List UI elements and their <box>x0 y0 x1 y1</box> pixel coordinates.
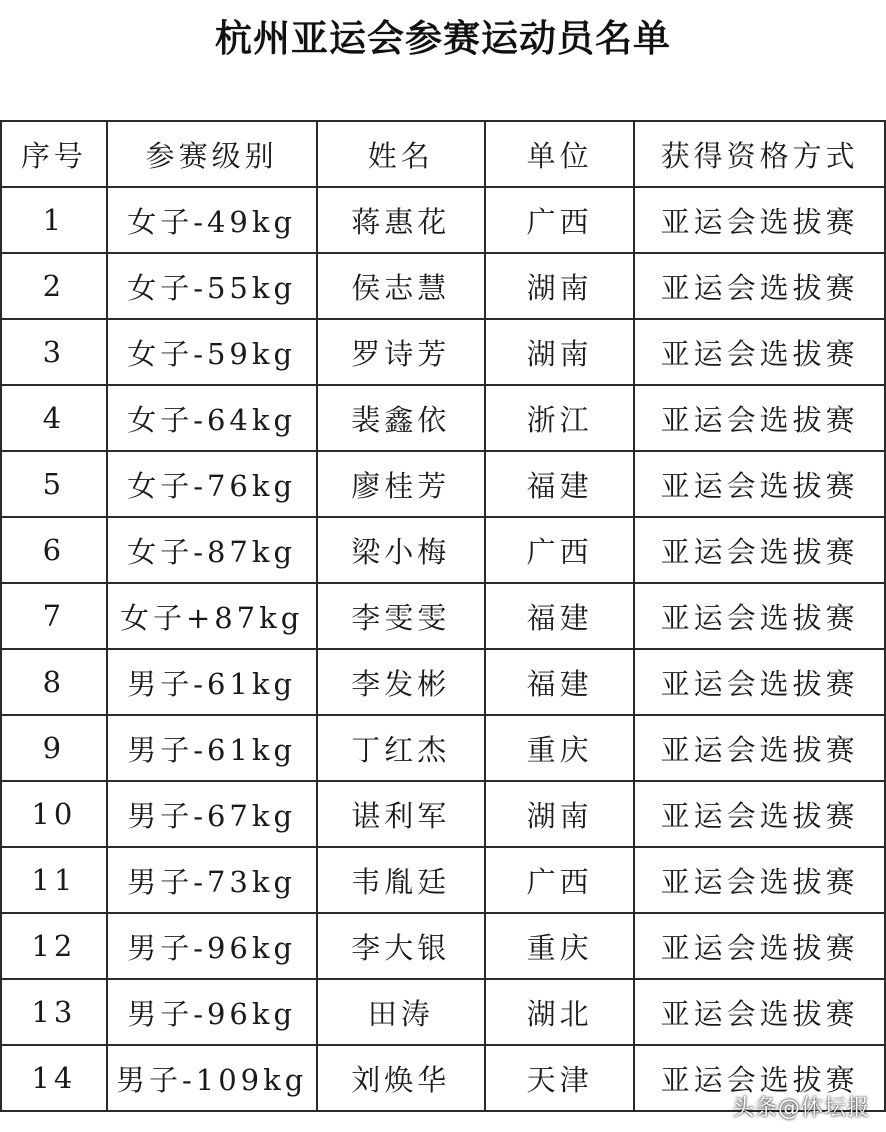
index-cell: 1 <box>1 187 107 253</box>
table-row <box>1 847 885 913</box>
name-cell: 罗诗芳 <box>317 319 485 385</box>
page-title: 杭州亚运会参赛运动员名单 <box>215 17 671 60</box>
qualification-cell: 亚运会选拔赛 <box>634 517 885 583</box>
table-row <box>1 517 885 583</box>
category-cell: 男子-61kg <box>107 649 317 715</box>
qualification-cell: 亚运会选拔赛 <box>634 913 885 979</box>
qualification-cell: 亚运会选拔赛 <box>634 649 885 715</box>
header-cell-category: 参赛级别 <box>107 121 317 187</box>
unit-cell: 福建 <box>485 583 634 649</box>
category-cell: 女子-76kg <box>107 451 317 517</box>
unit-cell: 浙江 <box>485 385 634 451</box>
index-cell: 9 <box>1 715 107 781</box>
name-cell: 梁小梅 <box>317 517 485 583</box>
name-cell: 谌利军 <box>317 781 485 847</box>
qualification-cell: 亚运会选拔赛 <box>634 715 885 781</box>
table-header-row <box>1 121 885 187</box>
table-row <box>1 979 885 1045</box>
unit-cell: 湖南 <box>485 253 634 319</box>
name-cell: 裴鑫依 <box>317 385 485 451</box>
header-cell-qualification: 获得资格方式 <box>634 121 885 187</box>
qualification-cell: 亚运会选拔赛 <box>634 187 885 253</box>
index-cell: 11 <box>1 847 107 913</box>
table-row <box>1 781 885 847</box>
category-cell: 女子-59kg <box>107 319 317 385</box>
name-cell: 李发彬 <box>317 649 485 715</box>
index-cell: 2 <box>1 253 107 319</box>
table-row <box>1 715 885 781</box>
name-cell: 田涛 <box>317 979 485 1045</box>
unit-cell: 福建 <box>485 451 634 517</box>
category-cell: 女子+87kg <box>107 583 317 649</box>
table-row <box>1 319 885 385</box>
unit-cell: 湖南 <box>485 319 634 385</box>
name-cell: 刘焕华 <box>317 1045 485 1111</box>
index-cell: 10 <box>1 781 107 847</box>
qualification-cell: 亚运会选拔赛 <box>634 979 885 1045</box>
header-cell-name: 姓名 <box>317 121 485 187</box>
table-row <box>1 451 885 517</box>
table-row <box>1 913 885 979</box>
unit-cell: 广西 <box>485 847 634 913</box>
unit-cell: 重庆 <box>485 913 634 979</box>
unit-cell: 广西 <box>485 517 634 583</box>
unit-cell: 天津 <box>485 1045 634 1111</box>
qualification-cell: 亚运会选拔赛 <box>634 319 885 385</box>
unit-cell: 湖南 <box>485 781 634 847</box>
category-cell: 女子-55kg <box>107 253 317 319</box>
qualification-cell: 亚运会选拔赛 <box>634 583 885 649</box>
index-cell: 13 <box>1 979 107 1045</box>
qualification-cell: 亚运会选拔赛 <box>634 385 885 451</box>
index-cell: 3 <box>1 319 107 385</box>
qualification-cell: 亚运会选拔赛 <box>634 1045 885 1111</box>
category-cell: 男子-73kg <box>107 847 317 913</box>
category-cell: 男子-67kg <box>107 781 317 847</box>
name-cell: 丁红杰 <box>317 715 485 781</box>
unit-cell: 广西 <box>485 187 634 253</box>
table-row <box>1 253 885 319</box>
name-cell: 李雯雯 <box>317 583 485 649</box>
index-cell: 8 <box>1 649 107 715</box>
qualification-cell: 亚运会选拔赛 <box>634 253 885 319</box>
unit-cell: 福建 <box>485 649 634 715</box>
index-cell: 12 <box>1 913 107 979</box>
category-cell: 女子-64kg <box>107 385 317 451</box>
index-cell: 5 <box>1 451 107 517</box>
header-cell-index: 序号 <box>1 121 107 187</box>
qualification-cell: 亚运会选拔赛 <box>634 451 885 517</box>
category-cell: 男子-61kg <box>107 715 317 781</box>
category-cell: 女子-49kg <box>107 187 317 253</box>
category-cell: 男子-109kg <box>107 1045 317 1111</box>
index-cell: 14 <box>1 1045 107 1111</box>
qualification-cell: 亚运会选拔赛 <box>634 781 885 847</box>
name-cell: 李大银 <box>317 913 485 979</box>
index-cell: 7 <box>1 583 107 649</box>
name-cell: 侯志慧 <box>317 253 485 319</box>
table-row <box>1 649 885 715</box>
index-cell: 4 <box>1 385 107 451</box>
table-row <box>1 583 885 649</box>
unit-cell: 重庆 <box>485 715 634 781</box>
table-row <box>1 385 885 451</box>
table-row <box>1 187 885 253</box>
unit-cell: 湖北 <box>485 979 634 1045</box>
category-cell: 男子-96kg <box>107 979 317 1045</box>
header-cell-unit: 单位 <box>485 121 634 187</box>
athlete-roster-table <box>0 120 886 1112</box>
name-cell: 韦胤廷 <box>317 847 485 913</box>
category-cell: 女子-87kg <box>107 517 317 583</box>
name-cell: 廖桂芳 <box>317 451 485 517</box>
category-cell: 男子-96kg <box>107 913 317 979</box>
source-watermark: 头条@体坛报 <box>731 1096 870 1121</box>
index-cell: 6 <box>1 517 107 583</box>
name-cell: 蒋惠花 <box>317 187 485 253</box>
qualification-cell: 亚运会选拔赛 <box>634 847 885 913</box>
